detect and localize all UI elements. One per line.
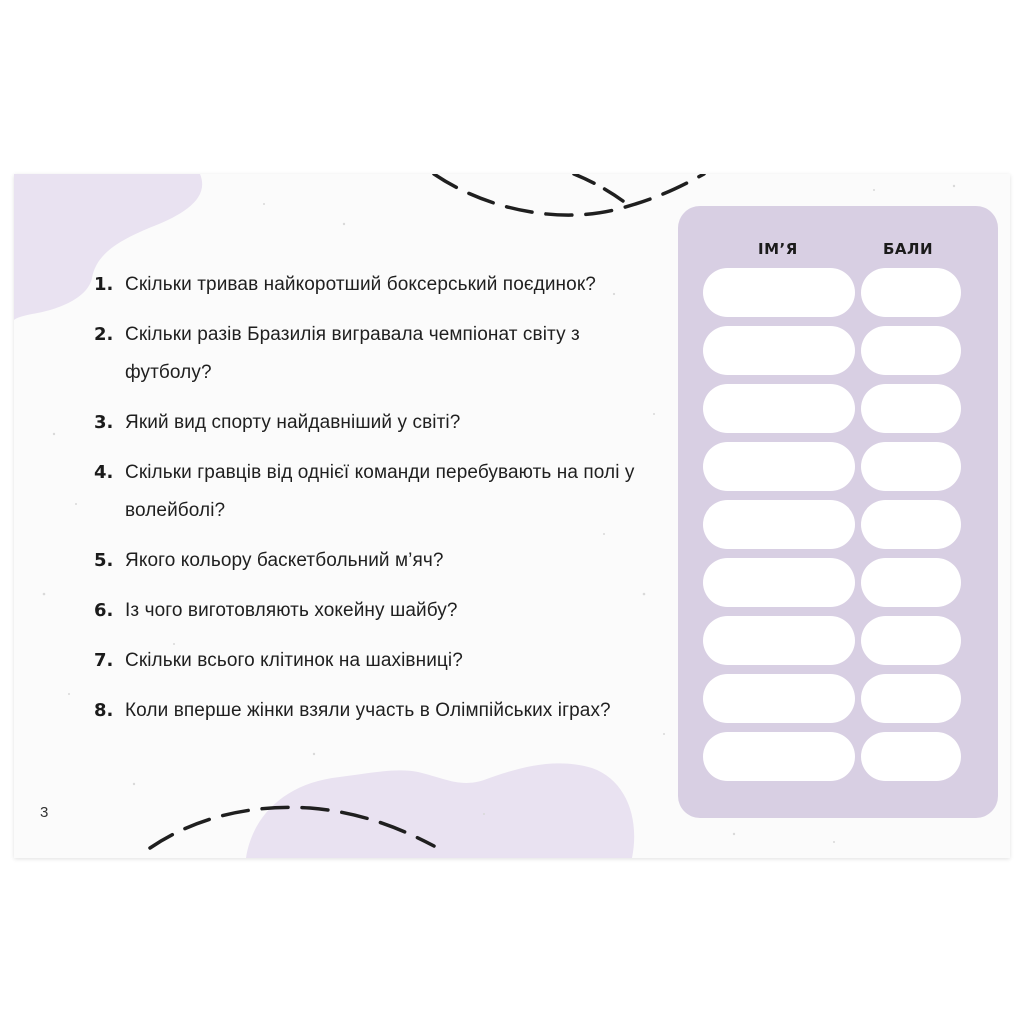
decor-dashed-arc-top bbox=[434, 174, 704, 215]
question-text: Скільки всього клітинок на шахівниці? bbox=[125, 650, 463, 671]
question-number: 4. bbox=[94, 462, 114, 483]
score-field[interactable] bbox=[861, 442, 961, 491]
score-field[interactable] bbox=[861, 558, 961, 607]
score-row bbox=[703, 674, 961, 723]
score-field[interactable] bbox=[861, 326, 961, 375]
question-text: Із чого виготовляють хокейну шайбу? bbox=[125, 600, 458, 621]
name-field[interactable] bbox=[703, 326, 855, 375]
score-field[interactable] bbox=[861, 500, 961, 549]
score-row bbox=[703, 326, 961, 375]
score-panel bbox=[678, 206, 998, 818]
score-field[interactable] bbox=[861, 732, 961, 781]
score-row bbox=[703, 384, 961, 433]
question-item bbox=[94, 692, 654, 730]
question-text: Коли вперше жінки взяли участь в Олімпійських іграх? bbox=[125, 700, 611, 721]
score-row bbox=[703, 268, 961, 317]
name-field[interactable] bbox=[703, 732, 855, 781]
question-number: 8. bbox=[94, 700, 114, 721]
question-number: 7. bbox=[94, 650, 114, 671]
name-field[interactable] bbox=[703, 442, 855, 491]
name-column-header: ІМ’Я bbox=[758, 240, 798, 258]
question-number: 2. bbox=[94, 324, 114, 345]
question-text: Якого кольору баскетбольний м’яч? bbox=[125, 550, 444, 571]
question-text: Скільки тривав найкоротший боксерський поєдинок? bbox=[125, 274, 596, 295]
decor-blob-bottom bbox=[246, 763, 634, 858]
name-field[interactable] bbox=[703, 674, 855, 723]
score-rows bbox=[703, 268, 961, 790]
question-item bbox=[94, 454, 654, 530]
name-field[interactable] bbox=[703, 384, 855, 433]
score-field[interactable] bbox=[861, 384, 961, 433]
question-item bbox=[94, 592, 654, 630]
score-column-header: БАЛИ bbox=[883, 240, 934, 258]
score-row bbox=[703, 558, 961, 607]
score-row bbox=[703, 500, 961, 549]
question-text: Який вид спорту найдавніший у світі? bbox=[125, 412, 461, 433]
score-field[interactable] bbox=[861, 616, 961, 665]
score-row bbox=[703, 442, 961, 491]
quiz-page bbox=[14, 174, 1010, 858]
question-number: 5. bbox=[94, 550, 114, 571]
page-number: 3 bbox=[40, 804, 49, 821]
score-row bbox=[703, 616, 961, 665]
question-item bbox=[94, 266, 654, 304]
question-number: 6. bbox=[94, 600, 114, 621]
question-number: 3. bbox=[94, 412, 114, 433]
decor-dashed-stroke-top bbox=[574, 174, 632, 208]
question-text: Скільки гравців від однієї команди перебувають на полі у волейболі? bbox=[125, 462, 635, 521]
name-field[interactable] bbox=[703, 500, 855, 549]
score-row bbox=[703, 732, 961, 781]
question-text: Скільки разів Бразилія вигравала чемпіонат світу з футболу? bbox=[125, 324, 580, 383]
score-field[interactable] bbox=[861, 268, 961, 317]
name-field[interactable] bbox=[703, 268, 855, 317]
question-item bbox=[94, 316, 654, 392]
name-field[interactable] bbox=[703, 558, 855, 607]
score-field[interactable] bbox=[861, 674, 961, 723]
question-item bbox=[94, 404, 654, 442]
name-field[interactable] bbox=[703, 616, 855, 665]
question-item bbox=[94, 642, 654, 680]
question-number: 1. bbox=[94, 274, 114, 295]
question-list bbox=[94, 266, 654, 742]
question-item bbox=[94, 542, 654, 580]
